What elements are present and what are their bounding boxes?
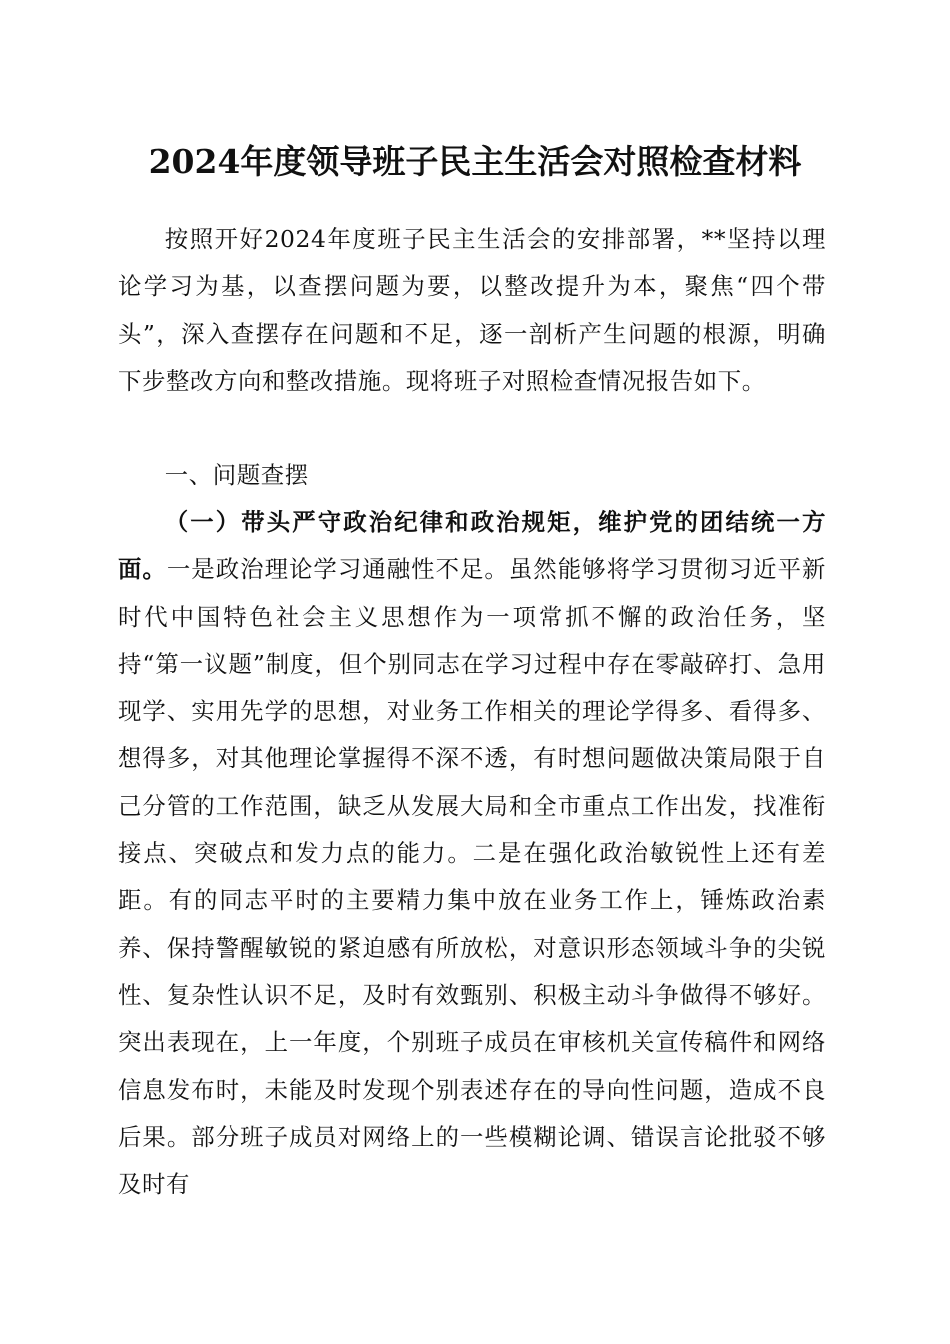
section-heading: 一、问题查摆 (164, 461, 309, 489)
intro-paragraph: 按照开好2024年度班子民主生活会的安排部署，**坚持以理论学习为基，以查摆问题为要，以整改提升为本，聚焦“四个带头”，深入查摆存在问题和不足，逐一剖析产生问题的根源，明确下步整改方向和整改措施。现将班子对照检查情况报告如下。 (118, 225, 826, 395)
document-title: 2024年度领导班子民主生活会对照检查材料 (148, 142, 802, 181)
subsection-body: 一是政治理论学习通融性不足。虽然能够将学习贯彻习近平新时代中国特色社会主义思想作为一项常抓不懈的政治任务，坚持“第一议题”制度，但个别同志在学习过程中存在零敲碎打、急用现学、实用先学的思想，对业务工作相关的理论学得多、看得多、想得多，对其他理论掌握得不深不透，有时想问题做决策局限于自己分管的工作范围，缺乏从发展大局和全市重点工作出发，找准衔接点、突破点和发力点的能力。二是在强化政治敏锐性上还有差距。有的同志平时的主要精力集中放在业务工作上，锤炼政治素养、保持警醒敏锐的紧迫感有所放松，对意识形态领域斗争的尖锐性、复杂性认识不足，及时有效甄别、积极主动斗争做得不够好。突出表现在，上一年度，个别班子成员在审核机关宣传稿件和网络信息发布时，未能及时发现个别表述存在的导向性问题，造成不良后果。部分班子成员对网络上的一些模糊论调、错误言论批驳不够及时有 (118, 555, 826, 1199)
subsection-paragraph (118, 499, 826, 1208)
subsection-heading: （一）带头严守政治纪律和政治规矩，维护党的团结统一方面。 (118, 508, 826, 584)
